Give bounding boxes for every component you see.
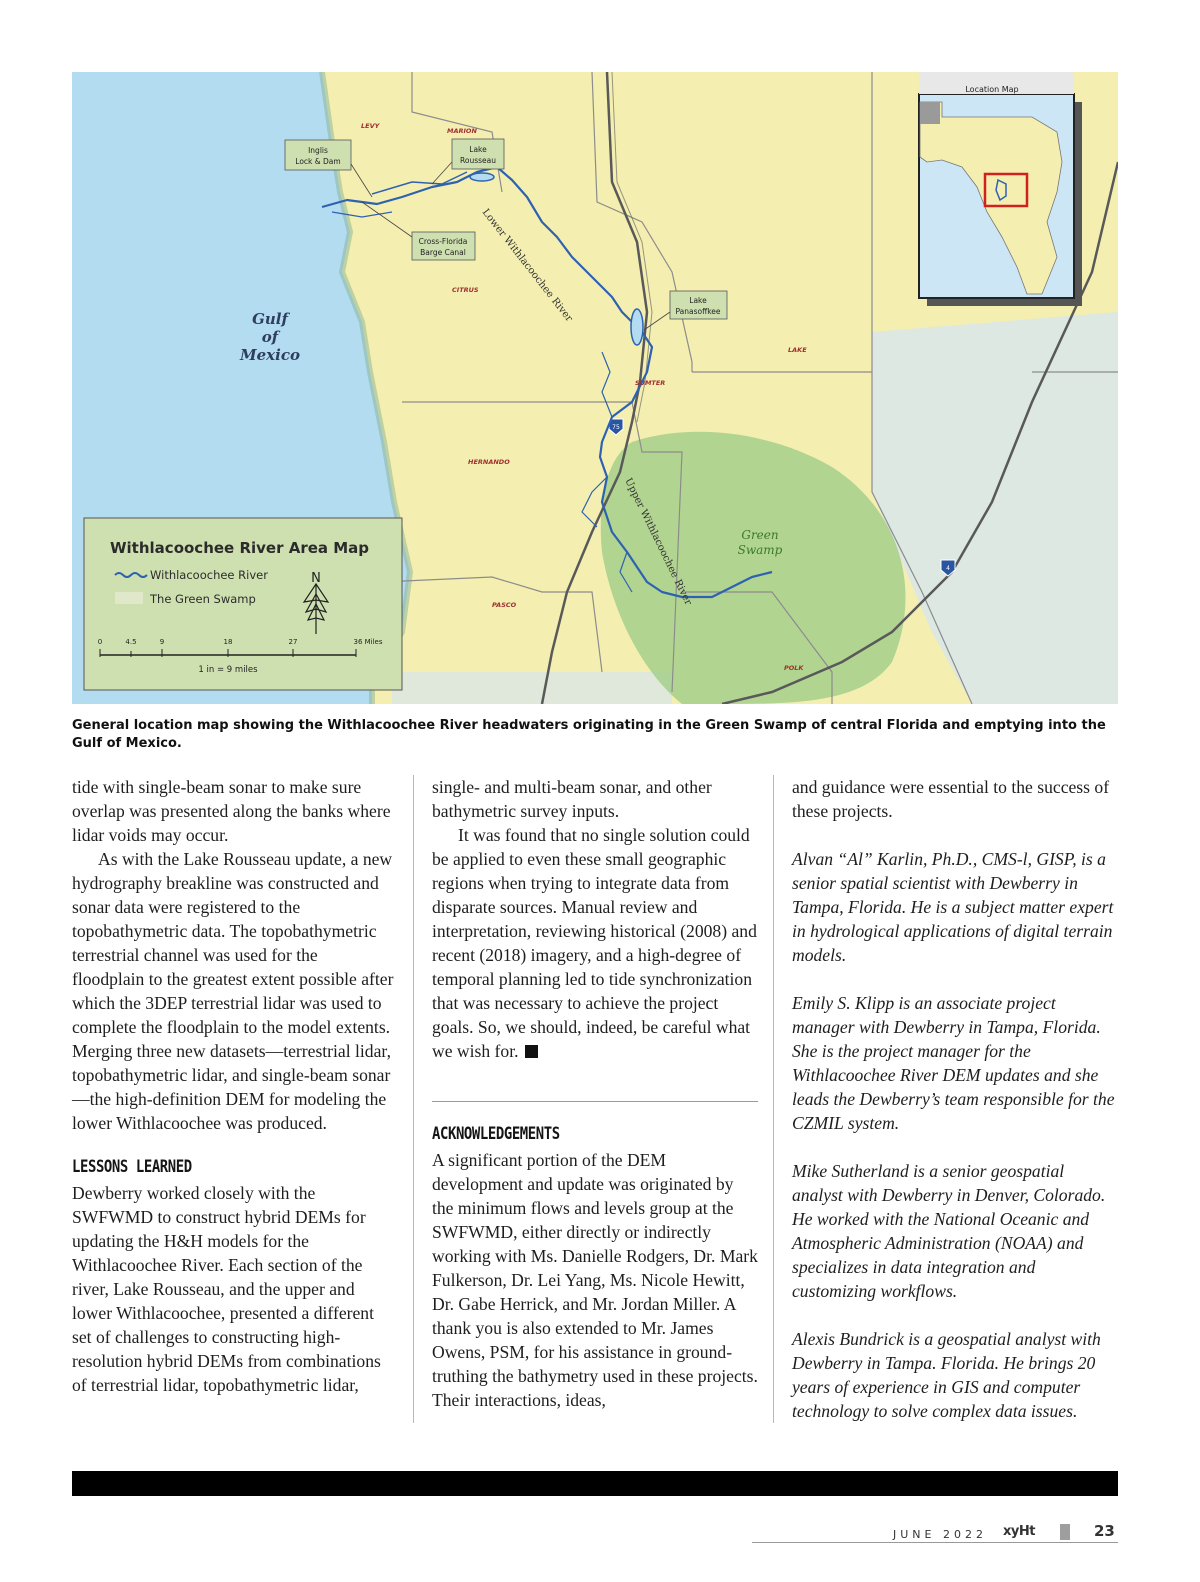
legend: [84, 518, 402, 690]
callout-inglis-line2: Lock & Dam: [295, 157, 341, 166]
acknowledgements-heading: ACKNOWLEDGEMENTS: [432, 1124, 560, 1144]
scale-tick-4: 27: [288, 638, 298, 646]
withlacoochee-map: [72, 72, 1118, 704]
lessons-learned-heading: LESSONS LEARNED: [72, 1157, 192, 1177]
magazine-brand: xyHt: [1003, 1524, 1035, 1539]
column-2: [432, 775, 758, 1412]
upper-river-label: Upper Withlacoochee River: [622, 476, 694, 607]
col2-paragraph-2-text: It was found that no single solution could be applied to even these small geographic regions when trying to integrate data from disparate sources. Manual review and interpretation, reviewing historical (2008) and recent (2018) imagery, and a high-degree of temporal planning led to tide synchronization that was necessary to achieve the project goals. So, we should, indeed, be careful what we wish for.: [432, 825, 757, 1061]
scale-tick-2: 9: [159, 638, 165, 646]
issue-date: JUNE 2022: [893, 1528, 987, 1541]
scale-ratio: 1 in = 9 miles: [198, 665, 258, 675]
location-map-title: Location Map: [965, 85, 1019, 94]
of-word: of: [261, 328, 279, 346]
callout-barge-line2: Barge Canal: [420, 248, 466, 257]
scale-tick-1: 4.5: [125, 638, 137, 646]
north-label: N: [311, 571, 321, 586]
legend-title: Withlacoochee River Area Map: [110, 539, 370, 557]
column-1: [72, 775, 394, 1397]
county-sumter: SUMTER: [635, 379, 666, 387]
callout-panasoffkee-line1: Lake: [689, 296, 707, 305]
callout-rousseau-line2: Rousseau: [460, 156, 496, 165]
lake-panasoffkee-shape: [631, 309, 643, 345]
county-marion: MARION: [447, 127, 477, 135]
county-polk: POLK: [784, 664, 804, 672]
lake-rousseau-shape: [470, 173, 494, 181]
scale-tick-0: 0: [97, 638, 103, 646]
gulf-word: Gulf: [252, 310, 288, 328]
callout-panasoffkee-line2: Panasoffkee: [675, 307, 721, 316]
inset-alabama: [920, 102, 940, 124]
county-hernando: HERNANDO: [468, 458, 510, 466]
interstate-4-label: 4: [946, 565, 950, 572]
southern-region: [392, 672, 672, 704]
county-pasco: PASCO: [492, 601, 517, 609]
footer-gray-block: [1060, 1524, 1070, 1540]
county-citrus: CITRUS: [452, 286, 479, 294]
legend-river-label: Withlacoochee River: [150, 568, 268, 582]
footer-black-bar: [72, 1471, 1118, 1496]
scale-tick-3: 18: [223, 638, 233, 646]
col1-paragraph-2: As with the Lake Rousseau update, a new hydrography breakline was constructed and sonar data were registered to the topobathymetric data. The topobathymetric terrestrial channel was used for the floodplain to the greatest extent possible after which the 3DEP terrestrial lidar was used to complete the floodplain to the model extents. Merging three new datasets—terrestrial lidar, topobathymetric lidar, and single-beam sonar—the high-definition DEM for modeling the lower Withlacoochee was produced.: [72, 849, 394, 1133]
footer-rule: [752, 1542, 1118, 1543]
green-word: Green: [741, 528, 779, 542]
bio-bundrick: Alexis Bundrick is a geospatial analyst with Dewberry in Tampa. Florida. He brings 20 years of experience in GIS and computer technology to solve complex data issues.: [792, 1329, 1101, 1421]
county-levy: LEVY: [361, 122, 380, 130]
legend-swamp-label: The Green Swamp: [150, 592, 256, 606]
bio-klipp: Emily S. Klipp is an associate project manager with Dewberry in Tampa, Florida. She is the project manager for the Withlacoochee River DEM updates and she leads the Dewberry’s team responsible for the CZMIL system.: [792, 993, 1115, 1133]
callout-rousseau-line1: Lake: [469, 145, 487, 154]
column-divider-1: [413, 775, 414, 1423]
col1-paragraph-3: Dewberry worked closely with the SWFWMD to construct hybrid DEMs for updating the H&H models for the Withlacoochee River. Each section of the river, Lake Rousseau, and the upper and lower Withlacoochee, presented a different set of challenges to constructing high-resolution hybrid DEMs from combinations of terrestrial lidar, topobathymetric lidar,: [72, 1183, 381, 1395]
callout-inglis-line1: Inglis: [308, 146, 328, 155]
column-3: [792, 775, 1118, 1447]
lower-river-label: Lower Withlacoochee River: [479, 207, 575, 325]
column-divider-2: [773, 775, 774, 1423]
swamp-word: Swamp: [737, 543, 783, 557]
interstate-75-label: 75: [612, 424, 620, 431]
col2-paragraph-2: [432, 823, 758, 1063]
col2-paragraph-3: A significant portion of the DEM development and update was originated by the minimum flows and levels group at the SWFWMD, either directly or indirectly working with Ms. Danielle Rodgers, Dr. Mark Fulkerson, Dr. Lei Yang, Ms. Nicole Hewitt, Dr. Gabe Herrick, and Mr. Jordan Miller. A thank you is also extended to Mr. James Owens, PSM, for his assistance in ground-truthing the bathymetry used in these projects. Their interactions, ideas,: [432, 1150, 758, 1410]
section-divider: [432, 1101, 758, 1102]
county-lake: LAKE: [788, 346, 807, 354]
page-number: 23: [1094, 1522, 1115, 1540]
location-map-inset: [919, 72, 1082, 306]
bio-karlin: Alvan “Al” Karlin, Ph.D., CMS-l, GISP, is a senior spatial scientist with Dewberry in Tampa, Florida. He is a subject matter expert in hydrological applications of digital terrain models.: [792, 849, 1114, 965]
col2-paragraph-1: single- and multi-beam sonar, and other bathymetric survey inputs.: [432, 777, 712, 821]
end-of-article-mark: [525, 1045, 538, 1058]
figure-caption: General location map showing the Withlacoochee River headwaters originating in the Green Swamp of central Florida and emptying into the Gulf of Mexico.: [72, 718, 1106, 751]
bio-sutherland: Mike Sutherland is a senior geospatial analyst with Dewberry in Denver, Colorado. He worked with the National Oceanic and Atmospheric Administration (NOAA) and specializes in data integration and customizing workflows.: [792, 1161, 1106, 1301]
callout-barge-line1: Cross-Florida: [418, 237, 468, 246]
map-figure: [72, 72, 1118, 704]
col1-paragraph-1: tide with single-beam sonar to make sure overlap was presented along the banks where lidar voids may occur.: [72, 777, 391, 845]
legend-swamp-symbol: [115, 592, 143, 604]
scale-tick-5: 36 Miles: [353, 638, 383, 646]
mexico-word: Mexico: [240, 346, 300, 364]
col3-paragraph-1: and guidance were essential to the success of these projects.: [792, 777, 1110, 821]
green-swamp-label: [738, 528, 783, 557]
